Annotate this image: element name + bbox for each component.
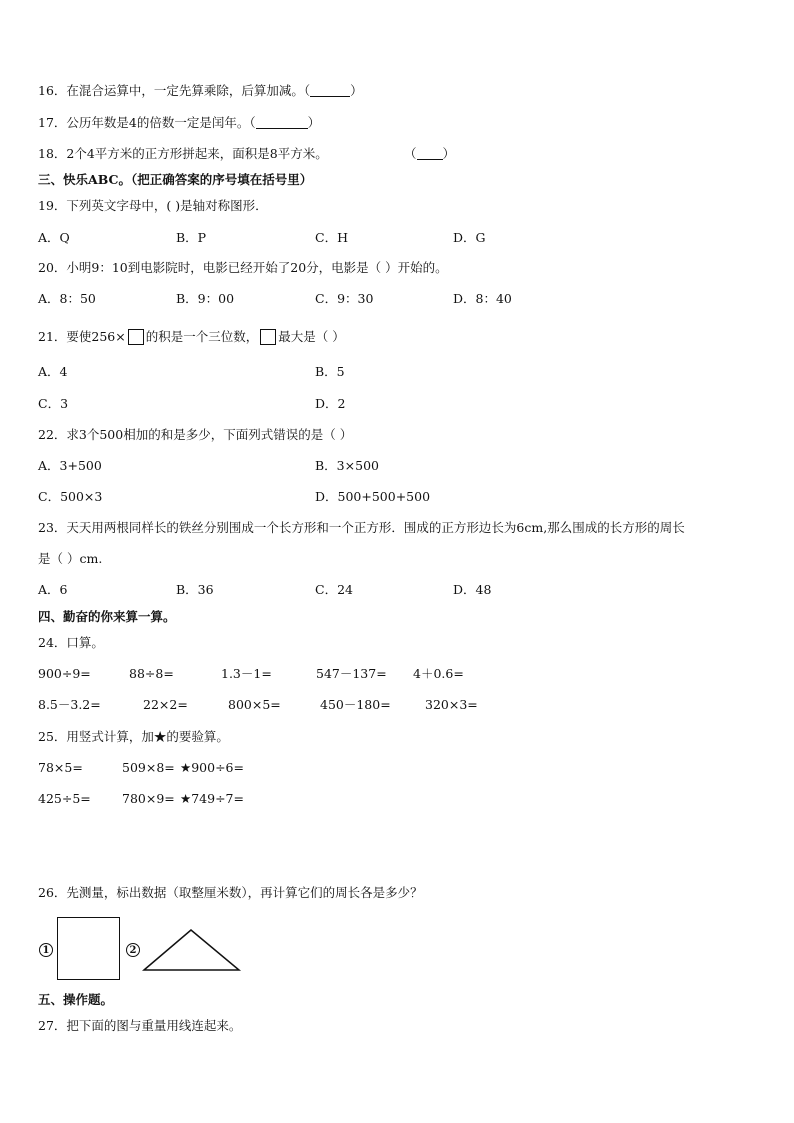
option-a[interactable]: A．4 <box>38 364 68 379</box>
calc-item: 800×5= <box>228 697 281 712</box>
question-22-stem: 22．求3个500相加的和是多少，下面列式错误的是（ ） <box>38 427 353 442</box>
question-16 <box>38 83 363 99</box>
question-21-part-b: 的积是一个三位数， <box>145 329 259 344</box>
option-c[interactable]: C．9：30 <box>315 291 374 306</box>
calc-item: 547－137= <box>316 666 387 681</box>
option-a[interactable]: A．3+500 <box>38 458 102 473</box>
close-paren: ） <box>442 146 456 161</box>
option-d[interactable]: D．48 <box>453 582 492 597</box>
calc-item: 900÷9= <box>38 666 91 681</box>
question-18-answer <box>404 146 455 162</box>
calc-item: 78×5= <box>38 760 83 775</box>
option-b[interactable]: B．9：00 <box>176 291 235 306</box>
close-paren: ） <box>307 115 321 130</box>
question-21-part-a: 21．要使256× <box>38 329 126 344</box>
question-27: 27．把下面的图与重量用线连起来。 <box>38 1018 242 1033</box>
section-3-heading: 三、快乐ABC。（把正确答案的序号填在括号里） <box>38 172 313 187</box>
question-26-title: 26．先测量，标出数据（取整厘米数），再计算它们的周长各是多少？ <box>38 885 423 900</box>
answer-blank[interactable] <box>417 147 443 160</box>
calc-item: 509×8= <box>122 760 175 775</box>
calc-item: 425÷5= <box>38 791 91 806</box>
question-19-stem: 19．下列英文字母中，( )是轴对称图形． <box>38 198 268 213</box>
option-d[interactable]: D．G <box>453 230 486 245</box>
calc-item: 1.3－1= <box>221 666 272 681</box>
question-21-part-c: 最大是（ ） <box>278 329 345 344</box>
question-17 <box>38 115 320 131</box>
calc-item: 780×9= <box>122 791 175 806</box>
question-23-stem-line1: 23．天天用两根同样长的铁丝分别围成一个长方形和一个正方形．围成的正方形边长为6cm,那么围成的长方形的周长 <box>38 520 685 535</box>
square-figure <box>57 917 120 980</box>
option-b[interactable]: B．36 <box>176 582 214 597</box>
calc-item: 450－180= <box>320 697 391 712</box>
option-c[interactable]: C．24 <box>315 582 353 597</box>
fill-box[interactable] <box>260 329 276 345</box>
option-c[interactable]: C．3 <box>38 396 69 411</box>
calc-item: 8.5－3.2= <box>38 697 101 712</box>
option-a[interactable]: A．6 <box>38 582 68 597</box>
question-20-stem: 20．小明9：10到电影院时，电影已经开始了20分，电影是（ ）开始的。 <box>38 260 448 275</box>
calc-item: 320×3= <box>425 697 478 712</box>
section-4-heading: 四、勤奋的你来算一算。 <box>38 609 176 624</box>
question-18 <box>38 146 328 162</box>
calc-item: ★900÷6= <box>180 760 244 775</box>
question-17-text: 17．公历年数是4的倍数一定是闰年。（ <box>38 115 256 130</box>
answer-blank[interactable] <box>310 84 350 97</box>
calc-item: 22×2= <box>143 697 188 712</box>
option-d[interactable]: D．500+500+500 <box>315 489 431 504</box>
question-23-stem-line2: 是（ ）cm. <box>38 551 103 566</box>
fill-box[interactable] <box>128 329 144 345</box>
option-b[interactable]: B．5 <box>315 364 345 379</box>
question-16-text: 16．在混合运算中，一定先算乘除，后算加减。（ <box>38 83 311 98</box>
question-25-title: 25．用竖式计算，加★的要验算。 <box>38 729 229 744</box>
calc-item: 88÷8= <box>129 666 174 681</box>
option-a[interactable]: A．8：50 <box>38 291 96 306</box>
option-c[interactable]: C．500×3 <box>38 489 103 504</box>
option-a[interactable]: A．Q <box>38 230 70 245</box>
question-24-title: 24．口算。 <box>38 635 104 650</box>
option-b[interactable]: B．P <box>176 230 207 245</box>
question-18-text: 18．2个4平方米的正方形拼起来，面积是8平方米。 <box>38 146 328 161</box>
option-d[interactable]: D．8：40 <box>453 291 512 306</box>
triangle-figure <box>142 928 242 972</box>
answer-blank[interactable] <box>256 116 308 129</box>
option-b[interactable]: B．3×500 <box>315 458 379 473</box>
question-21-stem <box>38 329 345 345</box>
figure-2-label: 2 <box>126 943 140 957</box>
option-c[interactable]: C．H <box>315 230 348 245</box>
option-d[interactable]: D．2 <box>315 396 346 411</box>
section-5-heading: 五、操作题。 <box>38 992 114 1007</box>
calc-item: 4＋0.6= <box>413 666 464 681</box>
calc-item: ★749÷7= <box>180 791 244 806</box>
open-paren: （ <box>404 146 417 161</box>
close-paren: ） <box>350 83 363 98</box>
figure-1-label: 1 <box>39 943 53 957</box>
